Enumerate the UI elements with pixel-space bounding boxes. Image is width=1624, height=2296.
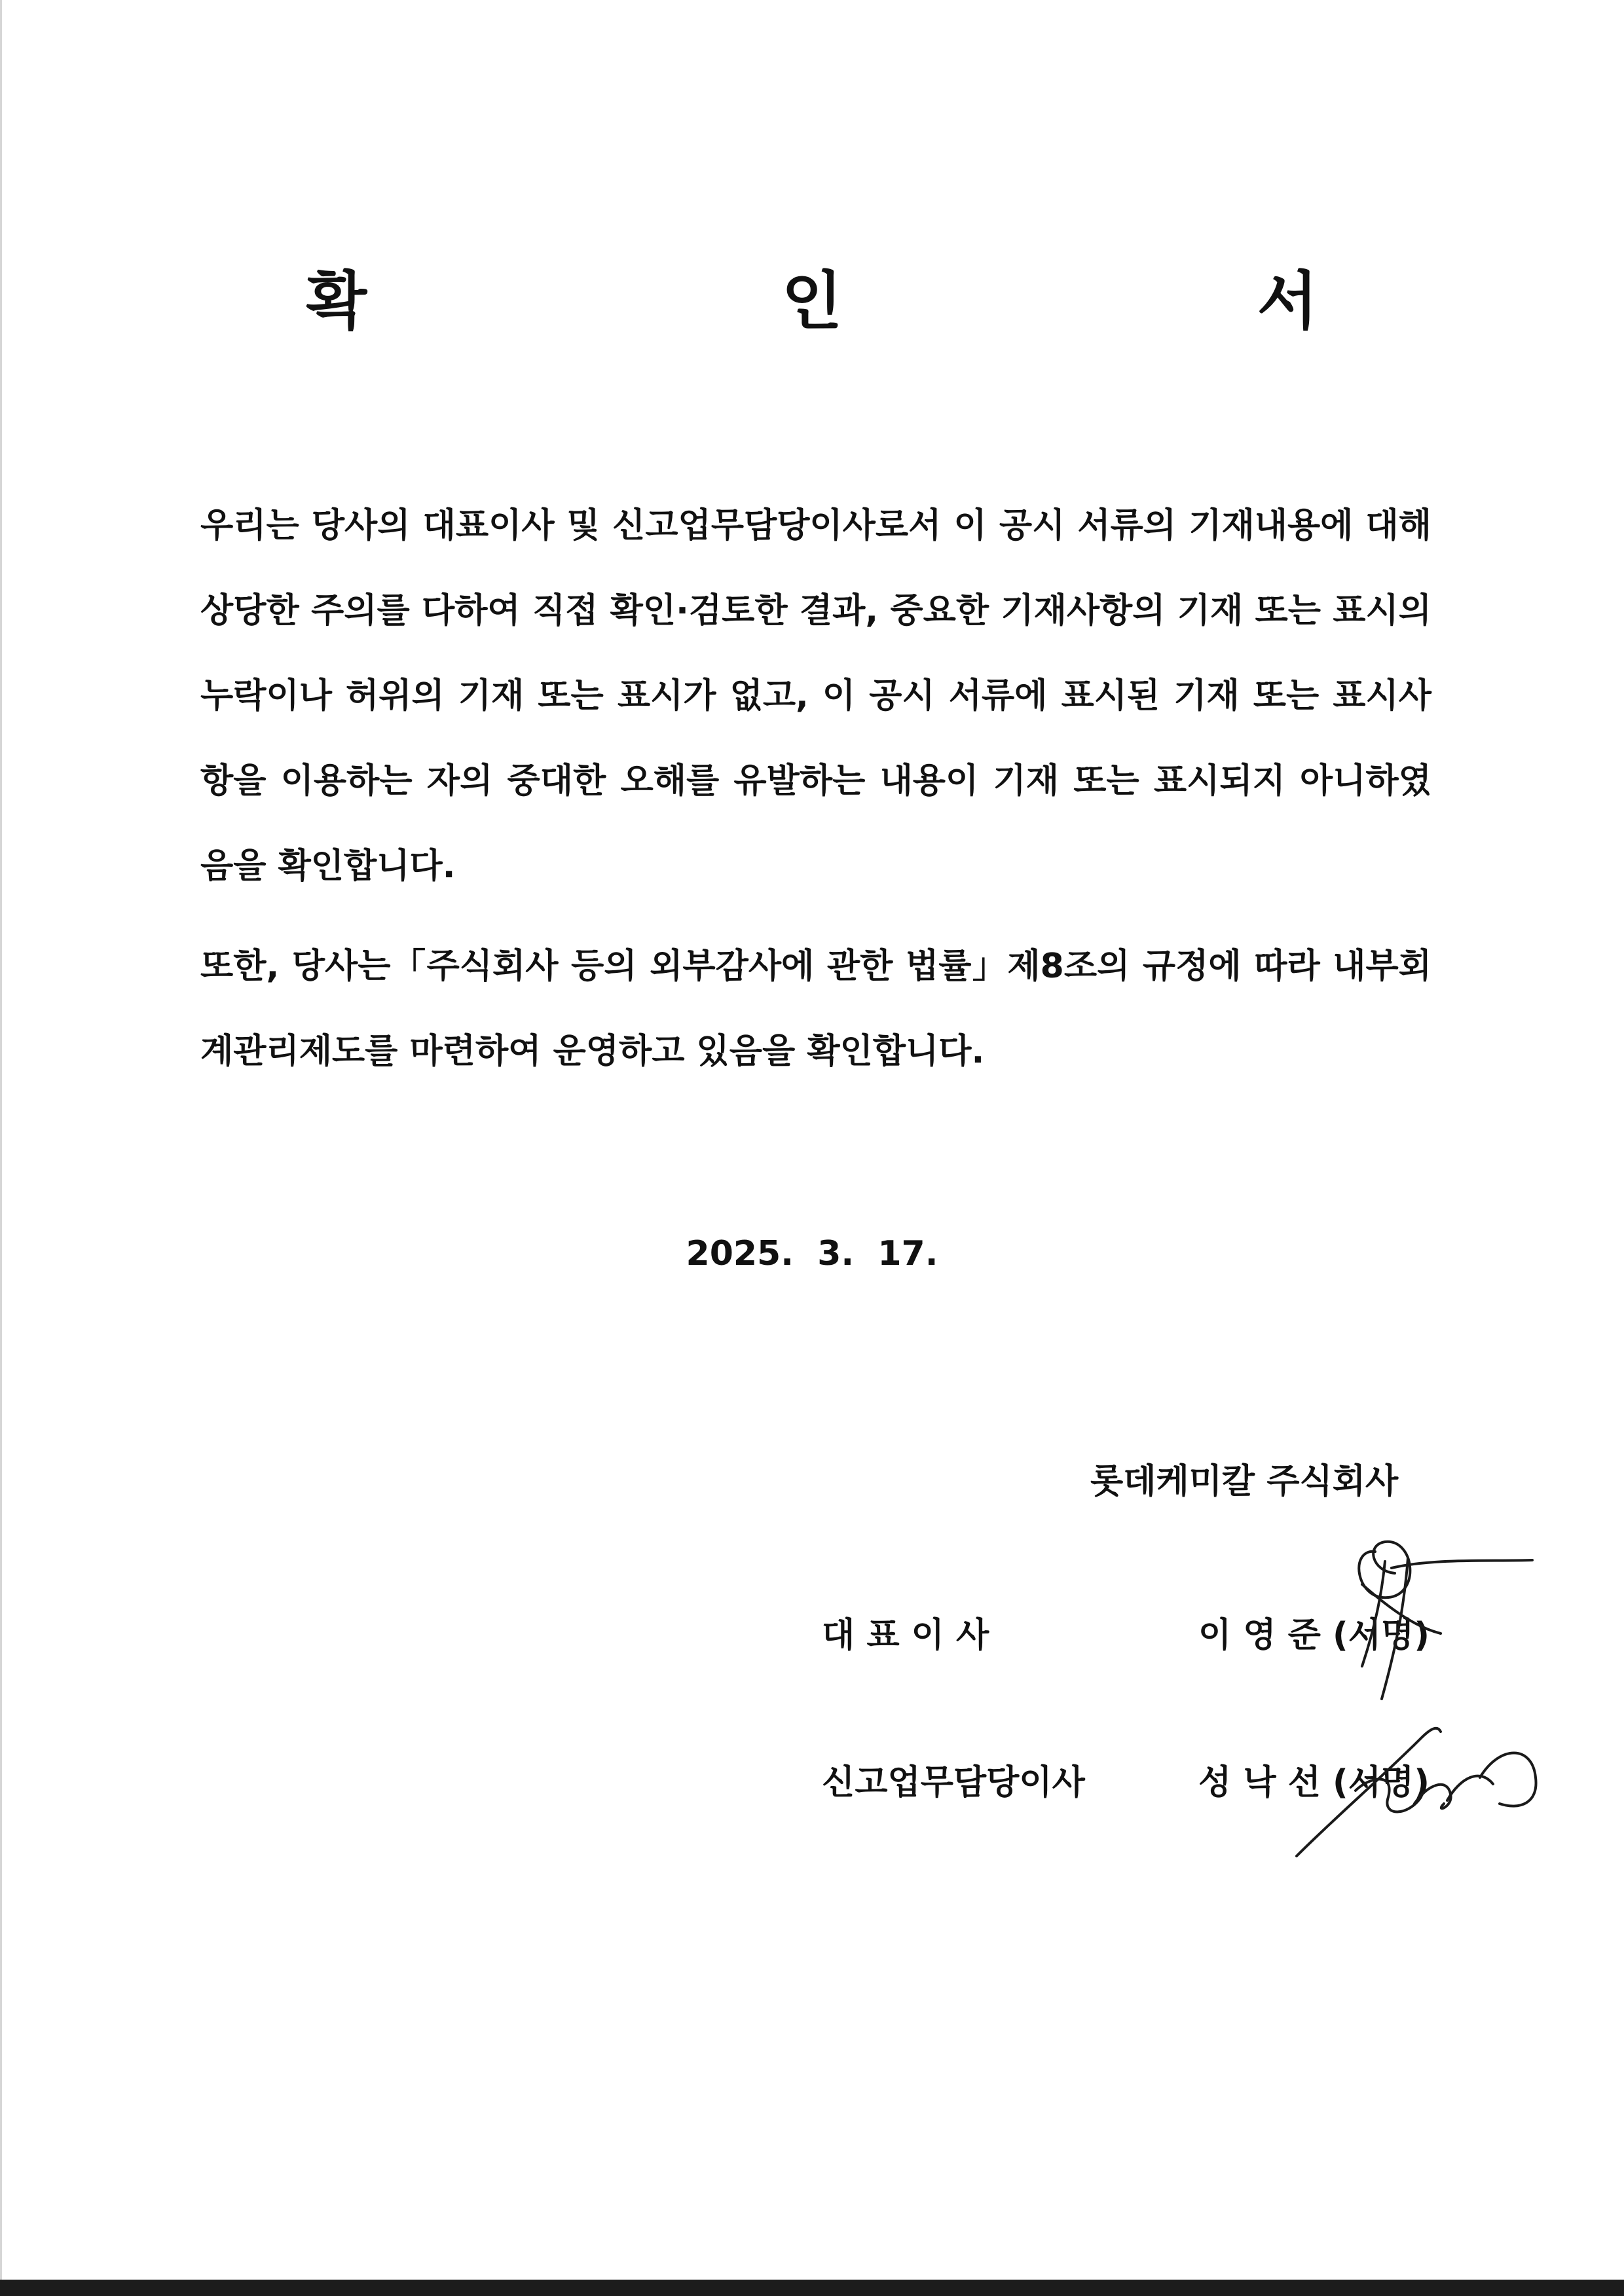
signatory-name: 성 낙 선 (서명) — [1198, 1763, 1430, 1802]
document-title: 확 인 서 — [306, 264, 1515, 338]
scan-left-edge — [0, 0, 2, 2296]
ceo-handwritten-signature — [1336, 1522, 1552, 1712]
company-name: 롯데케미칼 주식회사 — [1090, 1462, 1399, 1501]
document-date: 2025. 3. 17. — [686, 1234, 938, 1273]
director-handwritten-signature — [1283, 1705, 1552, 1863]
scan-bottom-edge — [0, 2280, 1624, 2296]
confirmation-paragraph: 우리는 당사의 대표이사 및 신고업무담당이사로서 이 공시 서류의 기재내용에 대해 상당한 주의를 다하여 직접 확인·검토한 결과, 중요한 기재사항의 기재 또는 표시의 누락이나 허위의 기재 또는 표시가 없고, 이 공시 서류에 표시된 기재 또는 표시사항을 이용하는 자의 중대한 오해를 유발하는 내용이 기재 또는 표시되지 아니하였음을 확인합니다. — [200, 506, 1431, 886]
signatory-role: 신고업무담당이사 — [822, 1763, 1085, 1802]
signatory-role: 대 표 이 사 — [822, 1616, 989, 1655]
signatory-name: 이 영 준 (서명) — [1198, 1616, 1430, 1655]
internal-control-paragraph: 또한, 당사는「주식회사 등의 외부감사에 관한 법률」제8조의 규정에 따라 내부회계관리제도를 마련하여 운영하고 있음을 확인합니다. — [200, 947, 1431, 1071]
